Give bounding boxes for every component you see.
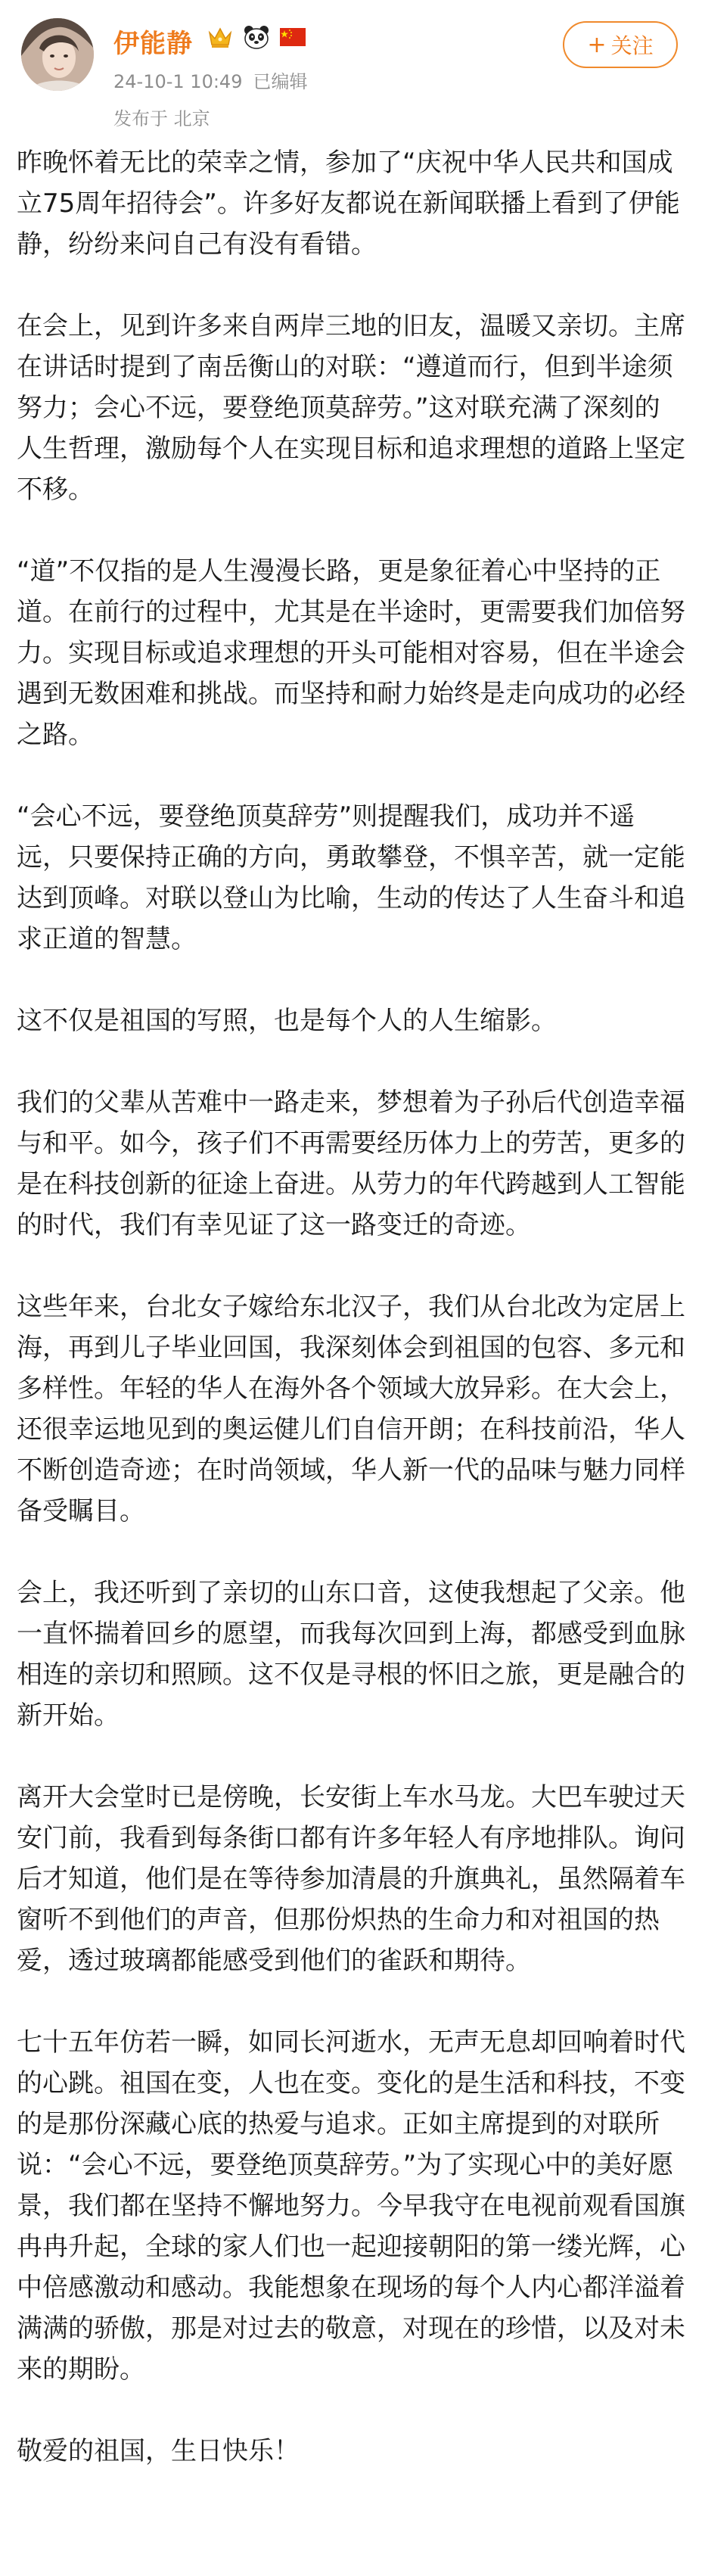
crown-icon[interactable] xyxy=(206,23,235,51)
post-paragraph: 昨晚怀着无比的荣幸之情，参加了“庆祝中华人民共和国成立75周年招待会”。许多好友都说在新闻联播上看到了伊能静，纷纷来问自己有没有看错。 xyxy=(17,148,680,260)
follow-button[interactable] xyxy=(563,21,678,68)
post-paragraph: 离开大会堂时已是傍晚，长安街上车水马龙。大巴车驶过天安门前，我看到每条街口都有许多年轻人有序地排队。询问后才知道，他们是在等待参加清晨的升旗典礼，虽然隔着车窗听不到他们的声音，但那份炽热的生命力和对祖国的热爱，透过玻璃都能感受到他们的雀跃和期待。 xyxy=(17,1782,685,1976)
post-paragraph: “道”不仅指的是人生漫漫长路，更是象征着心中坚持的正道。在前行的过程中，尤其是在半途时，更需要我们加倍努力。实现目标或追求理想的开头可能相对容易，但在半途会遇到无数困难和挑战。而坚持和耐力始终是走向成功的必经之路。 xyxy=(17,556,685,750)
post-meta xyxy=(113,67,307,93)
post-location: 发布于 北京 xyxy=(113,108,210,129)
follow-label: 关注 xyxy=(610,33,654,58)
post-paragraph: 这些年来，台北女子嫁给东北汉子，我们从台北改为定居上海，再到儿子毕业回国，我深刻体会到祖国的包容、多元和多样性。年轻的华人在海外各个领域大放异彩。在大会上，还很幸运地见到的奥运健儿们自信开朗；在科技前沿，华人不断创造奇迹；在时尚领域，华人新一代的品味与魅力同样备受瞩目。 xyxy=(17,1292,685,1526)
post-paragraph: “会心不远，要登绝顶莫辞劳”则提醒我们，成功并不遥远，只要保持正确的方向，勇敢攀登，不惧辛苦，就一定能达到顶峰。对联以登山为比喻，生动的传达了人生奋斗和追求正道的智慧。 xyxy=(17,801,685,954)
plus-icon: + xyxy=(587,31,607,58)
panda-icon[interactable] xyxy=(242,23,271,51)
user-badges xyxy=(206,23,307,51)
post-paragraph: 会上，我还听到了亲切的山东口音，这使我想起了父亲。他一直怀揣着回乡的愿望，而我每次回到上海，都感受到血脉相连的亲切和照顾。这不仅是寻根的怀旧之旅，更是融合的新开始。 xyxy=(17,1578,685,1731)
post-paragraph: 七十五年仿若一瞬，如同长河逝水，无声无息却回响着时代的心跳。祖国在变，人也在变。变化的是生活和科技，不变的是那份深藏心底的热爱与追求。正如主席提到的对联所说：“会心不远，要登绝顶莫辞劳。”为了实现心中的美好愿景，我们都在坚持不懈地努力。今早我守在电视前观看国旗冉冉升起，全球的家人们也一起迎接朝阳的第一缕光辉，心中倍感激动和感动。我能想象在现场的每个人内心都洋溢着满满的骄傲，那是对过去的敬意，对现在的珍惜，以及对未来的期盼。 xyxy=(17,2027,685,2385)
user-name[interactable]: 伊能静 xyxy=(113,29,193,59)
avatar-image xyxy=(21,18,94,91)
china-flag-icon xyxy=(278,23,307,51)
post-content xyxy=(17,142,685,2512)
post-header xyxy=(0,0,702,144)
avatar[interactable] xyxy=(21,18,94,91)
post-timestamp: 24-10-1 10:49 xyxy=(113,71,243,92)
post-paragraph: 我们的父辈从苦难中一路走来，梦想着为子孙后代创造幸福与和平。如今，孩子们不再需要经历体力上的劳苦，更多的是在科技创新的征途上奋进。从劳力的年代跨越到人工智能的时代，我们有幸见证了这一路变迁的奇迹。 xyxy=(17,1087,685,1240)
post-paragraph: 在会上，见到许多来自两岸三地的旧友，温暖又亲切。主席在讲话时提到了南岳衡山的对联：“遵道而行，但到半途须努力；会心不远，要登绝顶莫辞劳。”这对联充满了深刻的人生哲理，激励每个人在实现目标和追求理想的道路上坚定不移。 xyxy=(17,311,685,505)
post-paragraph: 敬爱的祖国，生日快乐！ xyxy=(17,2436,300,2466)
post-paragraph: 这不仅是祖国的写照，也是每个人的人生缩影。 xyxy=(17,1006,557,1036)
edited-label[interactable]: 已编辑 xyxy=(253,71,308,92)
